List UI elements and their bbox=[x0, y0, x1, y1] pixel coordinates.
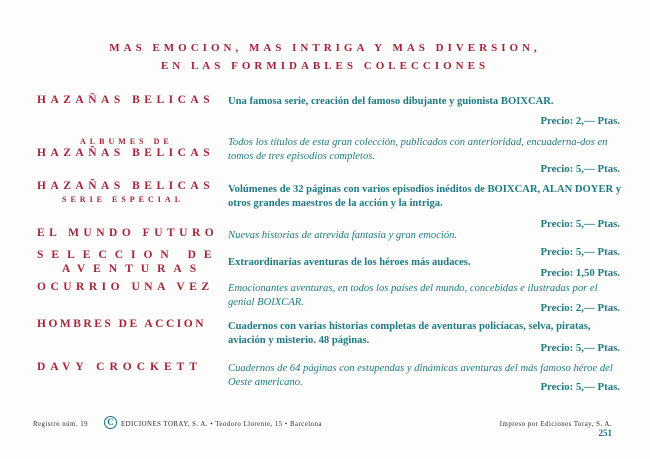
collection-description: Cuadernos con varias historias completas de aventuras policíacas, selva, piratas, aviación y misterio. 48 páginas. bbox=[228, 321, 591, 346]
collection-title-hazanas-belicas: HAZAÑAS BELICAS bbox=[37, 94, 215, 106]
collection-price: Precio: 2,— Ptas. bbox=[540, 115, 620, 127]
collection-title-hombres-accion: HOMBRES DE ACCION bbox=[37, 318, 207, 330]
collection-price: Precio: 5,— Ptas. bbox=[540, 163, 620, 175]
collection-price: Precio: 5,— Ptas. bbox=[540, 246, 620, 258]
footer-publisher: EDICIONES TORAY, S. A. • Teodoro Llorente, 15 • Barcelona bbox=[121, 421, 322, 428]
header-line-2: EN LAS FORMIDABLES COLECCIONES bbox=[160, 60, 490, 72]
collection-description: Extraordinarias aventuras de los héroes más audaces. bbox=[228, 257, 471, 268]
collection-description: Una famosa serie, creación del famoso dibujante y guionista BOIXCAR. bbox=[228, 96, 554, 107]
collection-price: Precio: 5,— Ptas. bbox=[540, 342, 620, 354]
collection-price: Precio: 5,— Ptas. bbox=[540, 381, 620, 393]
collection-title-aventuras: AVENTURAS bbox=[62, 263, 205, 275]
collection-title-albumes-hazanas: HAZAÑAS BELICAS bbox=[37, 147, 215, 159]
collection-description: Emocionantes aventuras, en todos los países del mundo, concebidas e ilustradas por el genial BOIXCAR. bbox=[228, 283, 598, 308]
footer-registro: Registro núm. 19 bbox=[33, 421, 89, 428]
header-line-1: MAS EMOCION, MAS INTRIGA Y MAS DIVERSION, bbox=[109, 42, 541, 54]
collection-title-seleccion: SELECCION DE bbox=[37, 249, 220, 261]
collection-title-hazanas-especial: HAZAÑAS BELICAS bbox=[37, 180, 215, 192]
collection-description: Volúmenes de 32 páginas con varios episodios inéditos de BOIXCAR, ALAN DOYER y otros grandes maestros de la acción y la intriga. bbox=[228, 184, 622, 209]
collection-title-mundo-futuro: EL MUNDO FUTURO bbox=[37, 227, 219, 239]
collection-price: Precio: 1,50 Ptas. bbox=[540, 267, 620, 279]
collection-price: Precio: 2,— Ptas. bbox=[540, 302, 620, 314]
page-number: 251 bbox=[598, 428, 612, 438]
collection-description: Cuadernos de 64 páginas con estupendas y dinámicas aventuras del más famoso héroe del Oeste americano. bbox=[228, 363, 613, 388]
collection-description: Todos los títulos de esta gran colección, publicados con anterioridad, encuaderna-dos en tomos de tres episodios completos. bbox=[228, 137, 608, 162]
collection-subtitle-serie-especial: SERIE ESPECIAL bbox=[62, 195, 185, 204]
collection-subtitle-albumes: ALBUMES DE bbox=[80, 137, 173, 146]
collection-price: Precio: 5,— Ptas. bbox=[540, 218, 620, 230]
copyright-icon: C bbox=[104, 416, 117, 429]
collection-description: Nuevas historias de atrevida fantasía y gran emoción. bbox=[228, 230, 458, 241]
footer-printer: Impreso por Ediciones Toray, S. A. bbox=[499, 421, 612, 428]
collection-title-ocurrio-una-vez: OCURRIO UNA VEZ bbox=[37, 281, 214, 293]
collection-title-davy-crockett: DAVY CROCKETT bbox=[37, 361, 203, 373]
